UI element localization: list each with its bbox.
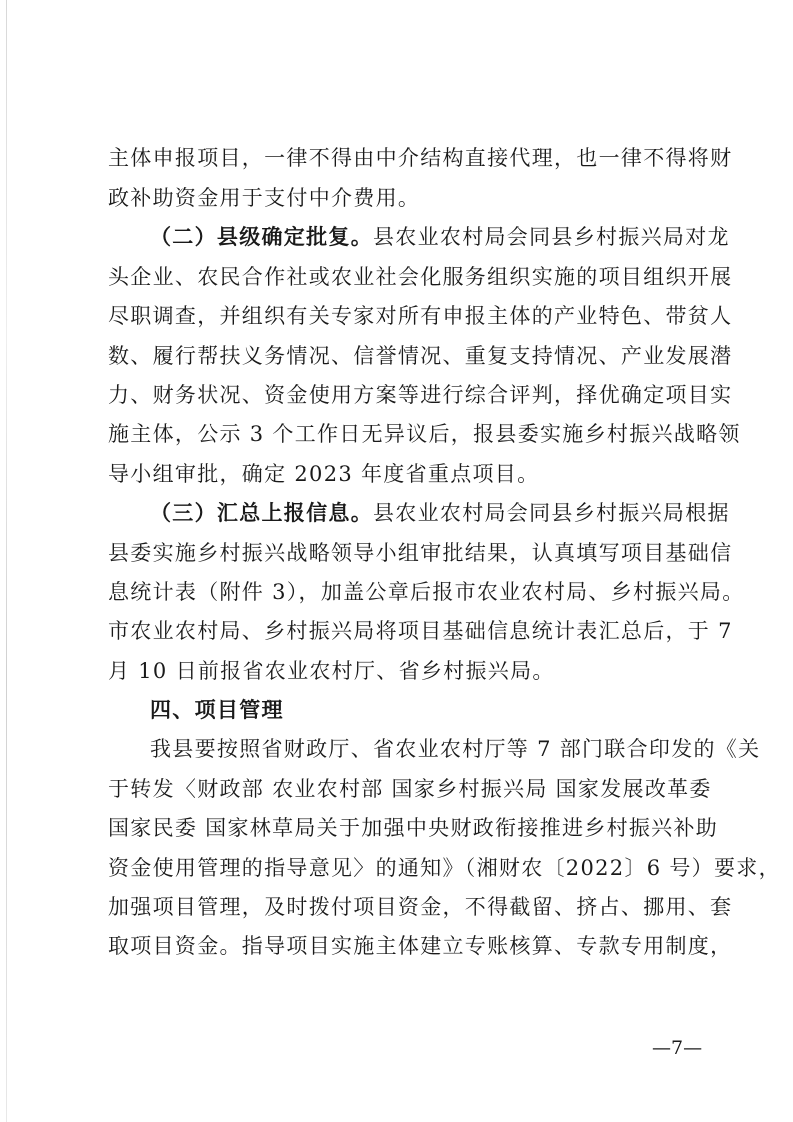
body-line: 于转发〈财政部 农业农村部 国家乡村振兴局 国家发展改革委 [108, 777, 712, 801]
page-number: —7— [652, 1037, 703, 1059]
body-line: 取项目资金。指导项目实施主体建立专账核算、专款专用制度， [108, 934, 733, 958]
section-heading-4: 四、项目管理 [150, 698, 284, 722]
body-line: 加强项目管理，及时拨付项目资金，不得截留、挤占、挪用、套 [108, 895, 733, 919]
body-line: 施主体，公示 3 个工作日无异议后，报县委实施乡村振兴战略领 [108, 422, 741, 446]
body-line: 导小组审批，确定 2023 年度省重点项目。 [108, 462, 540, 486]
section-lead-2: （二）县级确定批复。 [150, 225, 373, 249]
section-lead-3: （三）汇总上报信息。 [150, 501, 373, 525]
section-paragraph-line [150, 493, 730, 533]
body-line: 息统计表（附件 3），加盖公章后报市农业农村局、乡村振兴局。 [108, 580, 745, 604]
body-line: 月 10 日前报省农业农村厅、省乡村振兴局。 [108, 659, 555, 683]
body-line: 国家民委 国家林草局关于加强中央财政衔接推进乡村振兴补助 [108, 816, 719, 840]
body-text: 县农业农村局会同县乡村振兴局对龙 [373, 225, 730, 249]
body-line: 政补助资金用于支付中介费用。 [108, 186, 421, 210]
body-line: 市农业农村局、乡村振兴局将项目基础信息统计表汇总后，于 7 [108, 619, 733, 643]
body-text: 县农业农村局会同县乡村振兴局根据 [373, 501, 730, 525]
body-line: 头企业、农民合作社或农业社会化服务组织实施的项目组织开展 [108, 265, 733, 289]
body-line: 力、财务状况、资金使用方案等进行综合评判，择优确定项目实 [108, 383, 733, 407]
body-line: 数、履行帮扶义务情况、信誉情况、重复支持情况、产业发展潜 [108, 344, 733, 368]
section-paragraph-line [150, 217, 730, 257]
body-line: 县委实施乡村振兴战略领导小组审批结果，认真填写项目基础信 [108, 541, 733, 565]
body-line: 主体申报项目，一律不得由中介结构直接代理，也一律不得将财 [108, 146, 733, 170]
scan-edge-mark [6, 0, 7, 1122]
body-line: 我县要按照省财政厅、省农业农村厅等 7 部门联合印发的《关 [150, 737, 761, 761]
body-line: 资金使用管理的指导意见〉的通知》（湘财农〔2022〕6 号）要求， [108, 856, 781, 880]
body-line: 尽职调查，并组织有关专家对所有申报主体的产业特色、带贫人 [108, 304, 733, 328]
